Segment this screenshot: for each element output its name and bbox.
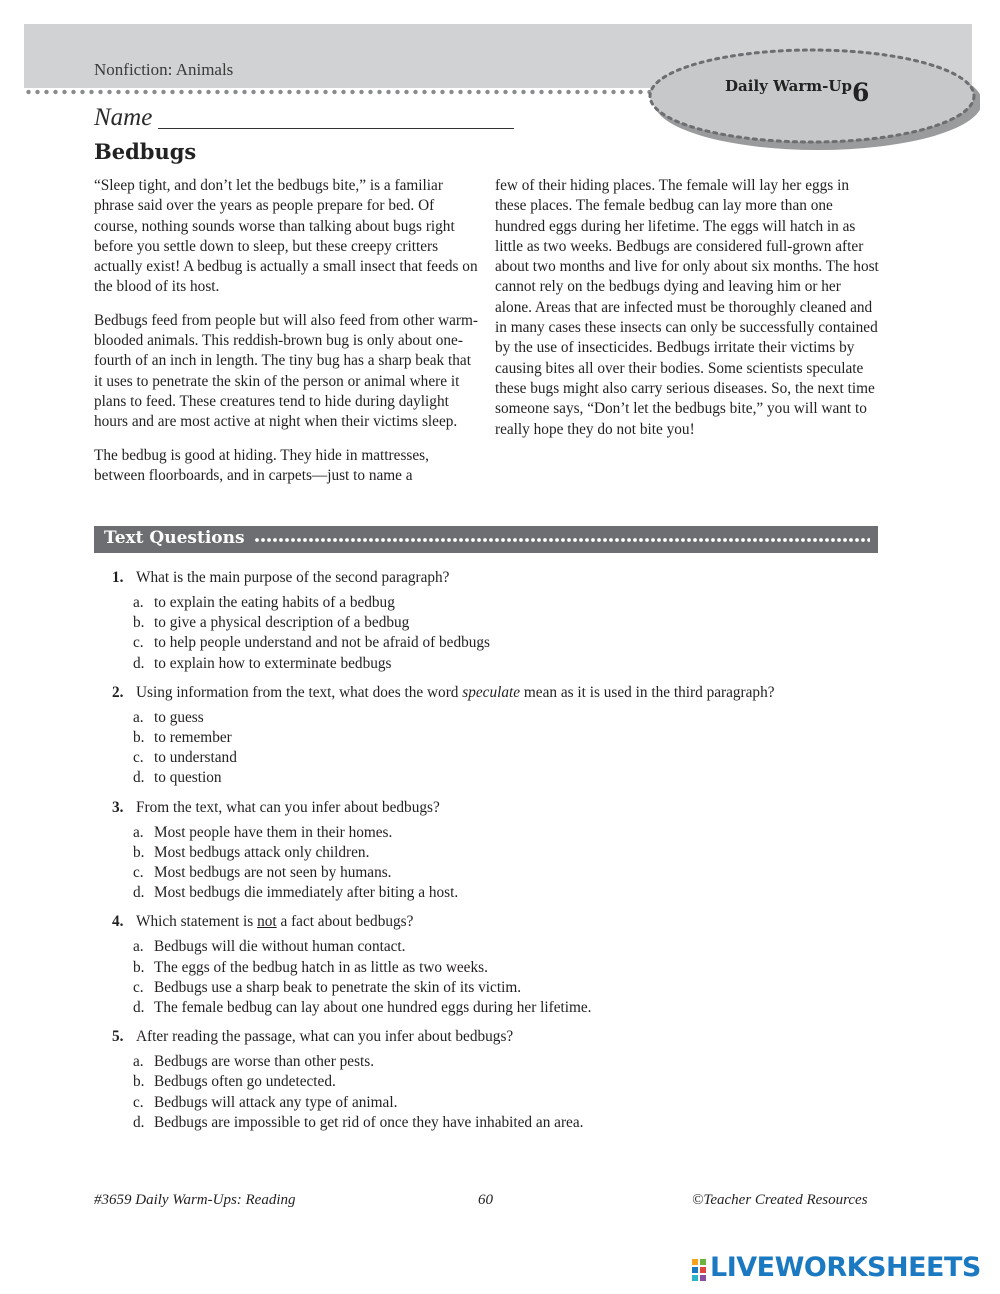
question-text-part: Which statement is bbox=[136, 913, 258, 931]
option-text: Bedbugs are impossible to get rid of once they have inhabited an area. bbox=[154, 1113, 584, 1131]
option-text: Most bedbugs attack only children. bbox=[154, 843, 370, 861]
option-letter: c. bbox=[133, 749, 144, 767]
logo-square bbox=[691, 1258, 699, 1266]
article-right-column bbox=[495, 176, 880, 453]
option-text: The eggs of the bedbug hatch in as little as two weeks. bbox=[154, 958, 488, 976]
answer-option[interactable] bbox=[133, 998, 882, 1018]
question-text bbox=[136, 1027, 513, 1047]
answer-option[interactable] bbox=[133, 883, 882, 903]
logo-square bbox=[699, 1258, 707, 1266]
logo-square bbox=[691, 1274, 699, 1282]
answer-option[interactable] bbox=[133, 708, 882, 728]
name-line[interactable] bbox=[158, 128, 514, 129]
paragraph: The bedbug is good at hiding. They hide in mattresses, between floorboards, and in carpets—just to name a bbox=[94, 446, 429, 484]
option-text: The female bedbug can lay about one hundred eggs during her lifetime. bbox=[154, 999, 592, 1017]
option-text: Most bedbugs are not seen by humans. bbox=[154, 864, 392, 882]
question-4 bbox=[112, 912, 882, 1018]
answer-option[interactable] bbox=[133, 823, 882, 843]
option-text: to remember bbox=[154, 729, 232, 747]
paragraph: Bedbugs feed from people but will also feed from other warm-blooded animals. This reddish-brown bug is only about one-fourth of an inch in length. The tiny bug has a sharp beak that it uses to penetrate the skin of the person or animal where it plans to feed. These creatures tend to hide during daylight hours and are most active at night when their victims sleep. bbox=[94, 311, 479, 431]
option-text: to help people understand and not be afraid of bedbugs bbox=[154, 634, 491, 652]
liveworksheets-logo-icon bbox=[691, 1258, 707, 1282]
option-letter: b. bbox=[133, 614, 145, 632]
question-text-part: not bbox=[257, 913, 277, 931]
answer-option[interactable] bbox=[133, 654, 882, 674]
footer-copyright: ©Teacher Created Resources bbox=[692, 1192, 868, 1208]
option-text: to explain the eating habits of a bedbug bbox=[154, 594, 395, 611]
question-number: 2. bbox=[112, 683, 124, 701]
footer-book-title: #3659 Daily Warm-Ups: Reading bbox=[94, 1192, 296, 1208]
answer-option[interactable] bbox=[133, 937, 882, 957]
answer-option[interactable] bbox=[133, 1093, 882, 1113]
option-letter: b. bbox=[133, 729, 145, 747]
question-stem bbox=[112, 683, 882, 703]
question-text-part: speculate bbox=[462, 683, 521, 701]
logo-square bbox=[699, 1274, 707, 1282]
question-text bbox=[136, 568, 449, 588]
question-stem bbox=[112, 1027, 882, 1047]
questions-title: Text Questions bbox=[104, 528, 245, 548]
option-text: to give a physical description of a bedbug bbox=[154, 614, 410, 632]
option-letter: c. bbox=[133, 978, 144, 996]
answer-option[interactable] bbox=[133, 843, 882, 863]
option-text: Bedbugs use a sharp beak to penetrate the skin of its victim. bbox=[154, 978, 522, 996]
question-stem bbox=[112, 568, 882, 588]
article-left-column bbox=[94, 176, 479, 499]
badge-number: 6 bbox=[852, 78, 870, 107]
option-letter: d. bbox=[133, 769, 145, 787]
answer-option[interactable] bbox=[133, 748, 882, 768]
category-label: Nonfiction: Animals bbox=[94, 60, 234, 79]
question-text bbox=[136, 798, 440, 818]
name-label: Name bbox=[94, 104, 153, 131]
answer-option[interactable] bbox=[133, 633, 882, 653]
question-number: 1. bbox=[112, 569, 124, 586]
option-letter: a. bbox=[133, 1053, 144, 1071]
question-5 bbox=[112, 1027, 882, 1133]
answer-option[interactable] bbox=[133, 958, 882, 978]
option-text: Bedbugs will die without human contact. bbox=[154, 938, 406, 956]
article-title: Bedbugs bbox=[94, 139, 197, 164]
option-letter: a. bbox=[133, 594, 144, 611]
question-text bbox=[136, 683, 775, 703]
answer-option[interactable] bbox=[133, 863, 882, 883]
option-letter: b. bbox=[133, 843, 145, 861]
option-text: Bedbugs will attack any type of animal. bbox=[154, 1093, 398, 1111]
question-stem bbox=[112, 798, 882, 818]
questions-list bbox=[112, 568, 882, 1142]
option-text: to question bbox=[154, 769, 222, 787]
paragraph: “Sleep tight, and don’t let the bedbugs bite,” is a familiar phrase said over the years as people prepare for bed. Of course, nothing sounds worse than talking about bugs right before you settle down to sleep, but these creepy critters actually exist! A bedbug is actually a small insect that feeds on the blood of its host. bbox=[94, 177, 478, 296]
badge-shape bbox=[650, 50, 974, 142]
header-bar-dots bbox=[254, 537, 870, 543]
answer-option[interactable] bbox=[133, 1072, 882, 1092]
dotted-rule bbox=[24, 89, 664, 95]
option-text: to explain how to exterminate bedbugs bbox=[154, 654, 392, 672]
answer-option[interactable] bbox=[133, 613, 882, 633]
option-letter: c. bbox=[133, 634, 144, 652]
question-text bbox=[136, 912, 413, 932]
question-text-part: Using information from the text, what does the word bbox=[136, 683, 463, 701]
answer-option[interactable] bbox=[133, 1052, 882, 1072]
option-letter: d. bbox=[133, 999, 145, 1017]
question-text-part: What is the main purpose of the second paragraph? bbox=[136, 569, 450, 586]
question-number: 4. bbox=[112, 913, 124, 931]
option-letter: b. bbox=[133, 958, 145, 976]
option-letter: b. bbox=[133, 1073, 145, 1091]
logo-square bbox=[691, 1266, 699, 1274]
liveworksheets-wordmark: LIVEWORKSHEETS bbox=[710, 1252, 981, 1283]
question-1 bbox=[112, 568, 882, 674]
paragraph: few of their hiding places. The female will lay her eggs in these places. The female bedbug can lay more than one hundred eggs during her lifetime. The eggs will hatch in as little as two weeks. Bedbugs are considered full-grown after about two months and live for only about six months. The host cannot rely on the bedbugs dying and leaving him or her alone. Areas that are infected must be thoroughly cleaned and in many cases these insects can only be successfully contained by the use of insecticides. Bedbugs irritate their victims by causing bites all over their bodies. Some scientists speculate these bugs might also carry serious diseases. So, the next time someone says, “Don’t let the bedbugs bite,” you will want to really hope they do not bite you! bbox=[495, 177, 879, 438]
option-text: to guess bbox=[154, 708, 204, 726]
footer-page-number: 60 bbox=[478, 1192, 493, 1208]
question-text-part: a fact about bedbugs? bbox=[276, 913, 414, 931]
question-text-part: mean as it is used in the third paragraph? bbox=[520, 683, 775, 701]
option-letter: c. bbox=[133, 1093, 144, 1111]
question-text-part: After reading the passage, what can you infer about bedbugs? bbox=[136, 1028, 514, 1046]
option-text: to understand bbox=[154, 749, 237, 767]
question-number: 3. bbox=[112, 798, 124, 816]
option-text: Most people have them in their homes. bbox=[154, 823, 393, 841]
option-letter: d. bbox=[133, 884, 145, 902]
option-letter: a. bbox=[133, 823, 144, 841]
option-text: Most bedbugs die immediately after biting a host. bbox=[154, 884, 459, 902]
option-letter: a. bbox=[133, 708, 144, 726]
answer-option[interactable] bbox=[133, 728, 882, 748]
option-letter: d. bbox=[133, 654, 145, 672]
daily-warmup-badge bbox=[640, 44, 980, 160]
answer-option[interactable] bbox=[133, 768, 882, 788]
answer-option[interactable] bbox=[133, 593, 882, 613]
question-3 bbox=[112, 798, 882, 904]
question-2 bbox=[112, 683, 882, 789]
option-letter: d. bbox=[133, 1113, 145, 1131]
option-letter: a. bbox=[133, 938, 144, 956]
logo-square bbox=[699, 1266, 707, 1274]
question-number: 5. bbox=[112, 1028, 124, 1046]
question-stem bbox=[112, 912, 882, 932]
question-text-part: From the text, what can you infer about bedbugs? bbox=[136, 798, 440, 816]
badge-label: Daily Warm-Up bbox=[725, 77, 852, 95]
answer-option[interactable] bbox=[133, 978, 882, 998]
answer-option[interactable] bbox=[133, 1113, 882, 1133]
option-text: Bedbugs often go undetected. bbox=[154, 1073, 336, 1091]
option-letter: c. bbox=[133, 864, 144, 882]
option-text: Bedbugs are worse than other pests. bbox=[154, 1053, 375, 1071]
